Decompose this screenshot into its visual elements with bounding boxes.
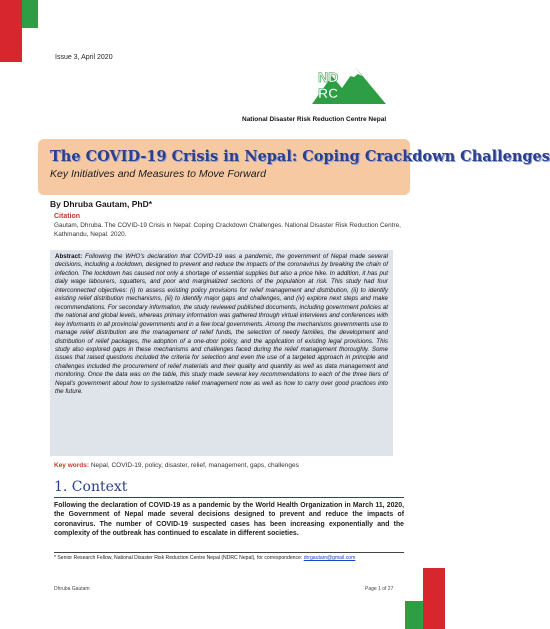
abstract-label: Abstract: <box>55 253 83 260</box>
organization-name: National Disaster Risk Reduction Centre Nepal <box>242 116 387 123</box>
footnote-divider <box>54 552 404 553</box>
logo-text-bottom: RC <box>318 85 339 101</box>
corner-decoration-green <box>22 0 38 28</box>
footnote <box>54 555 355 561</box>
article-title: The COVID-19 Crisis in Nepal: Coping Crackdown Challenges <box>50 148 550 165</box>
footer-author: Dhruba Gautam <box>54 586 90 592</box>
keywords-line <box>54 462 299 469</box>
issue-label: Issue 3, April 2020 <box>55 54 113 61</box>
logo-text-top: ND <box>318 69 339 85</box>
keywords-label: Key words: <box>54 462 90 469</box>
footnote-email-link[interactable]: drrgautam@gmail.com <box>303 555 356 561</box>
corner-decoration-red-bottom <box>423 568 445 629</box>
article-author: By Dhruba Gautam, PhD* <box>50 199 153 209</box>
ndrc-logo-icon <box>310 58 388 106</box>
citation-heading: Citation <box>54 213 81 220</box>
section-heading-context: 1. Context <box>54 479 128 495</box>
abstract-paragraph <box>55 253 388 397</box>
section-divider <box>54 497 404 498</box>
keywords-text: Nepal, COVID-19, policy, disaster, relief, management, gaps, challenges <box>90 462 299 469</box>
corner-decoration-red <box>0 0 22 62</box>
asterisk-icon: * <box>54 555 56 561</box>
corner-decoration-green-bottom <box>405 601 423 629</box>
abstract-text: Following the WHO's declaration that COVID-19 was a pandemic, the government of Nepal made several decisions, including a lockdown, designed to prevent and reduce the impacts of the coronavirus by breaking the chain of infection. The lockdown has caused not only a shortage of essential supplies but also a price hike. In addition, it has put daily wage labourers, squatters, and poor and marginalized sections of the population at risk. This study had four interconnected objectives: (i) to assess existing policy provisions for relief management and distribution, (ii) to identify existing relief distribution mechanisms, (iii) to identify major gaps and challenges, and (iv) explore next steps and make recommendations. For secondary information, the study reviewed published documents, including government policies at the national and global levels, whereas primary information was gathered through virtual interviews and conferences with key informants in all provincial governments and in a few local governments. Among the mechanisms governments use to manage relief distribution are the management of relief funds, the selection of needy families, the development and distribution of relief packages, the adoption of a one-door policy, and the application of existing legal provisions. This study also explored gaps in these mechanisms and challenges faced during the relief management thoroughly. Some issues that raised questions included the criteria for selection and even the use of a targeted approach in principle and challenges included the procurement of relief materials and their quality and quantity as well as data management and monitoring. Once the data was on the table, this study made several key recommendations to each of the three tiers of Nepal's government about how to systematize relief management now as well as how to carry over good practices into the future. <box>55 253 388 396</box>
section-context-text: Following the declaration of COVID-19 as a pandemic by the World Health Organization in March 11, 2020, the Government of Nepal made several decisions designed to prevent and reduce the impacts of coronavirus. The number of COVID-19 suspected cases has been increasing exponentially and the complexity of the outbreak has continued to escalate in different societies. <box>54 502 404 537</box>
citation-text: Gautam, Dhruba. The COVID-19 Crisis in Nepal: Coping Crackdown Challenges. National Disaster Risk Reduction Centre, Kathmandu, Nepal. 2020. <box>54 222 401 238</box>
article-subtitle: Key Initiatives and Measures to Move Forward <box>50 168 266 180</box>
abstract-box <box>50 250 393 456</box>
footer-page-number: Page 1 of 27 <box>365 586 394 592</box>
footnote-text: Senior Research Fellow, National Disaster Risk Reduction Centre Nepal (NDRC Nepal), for correspondence: <box>57 555 303 561</box>
